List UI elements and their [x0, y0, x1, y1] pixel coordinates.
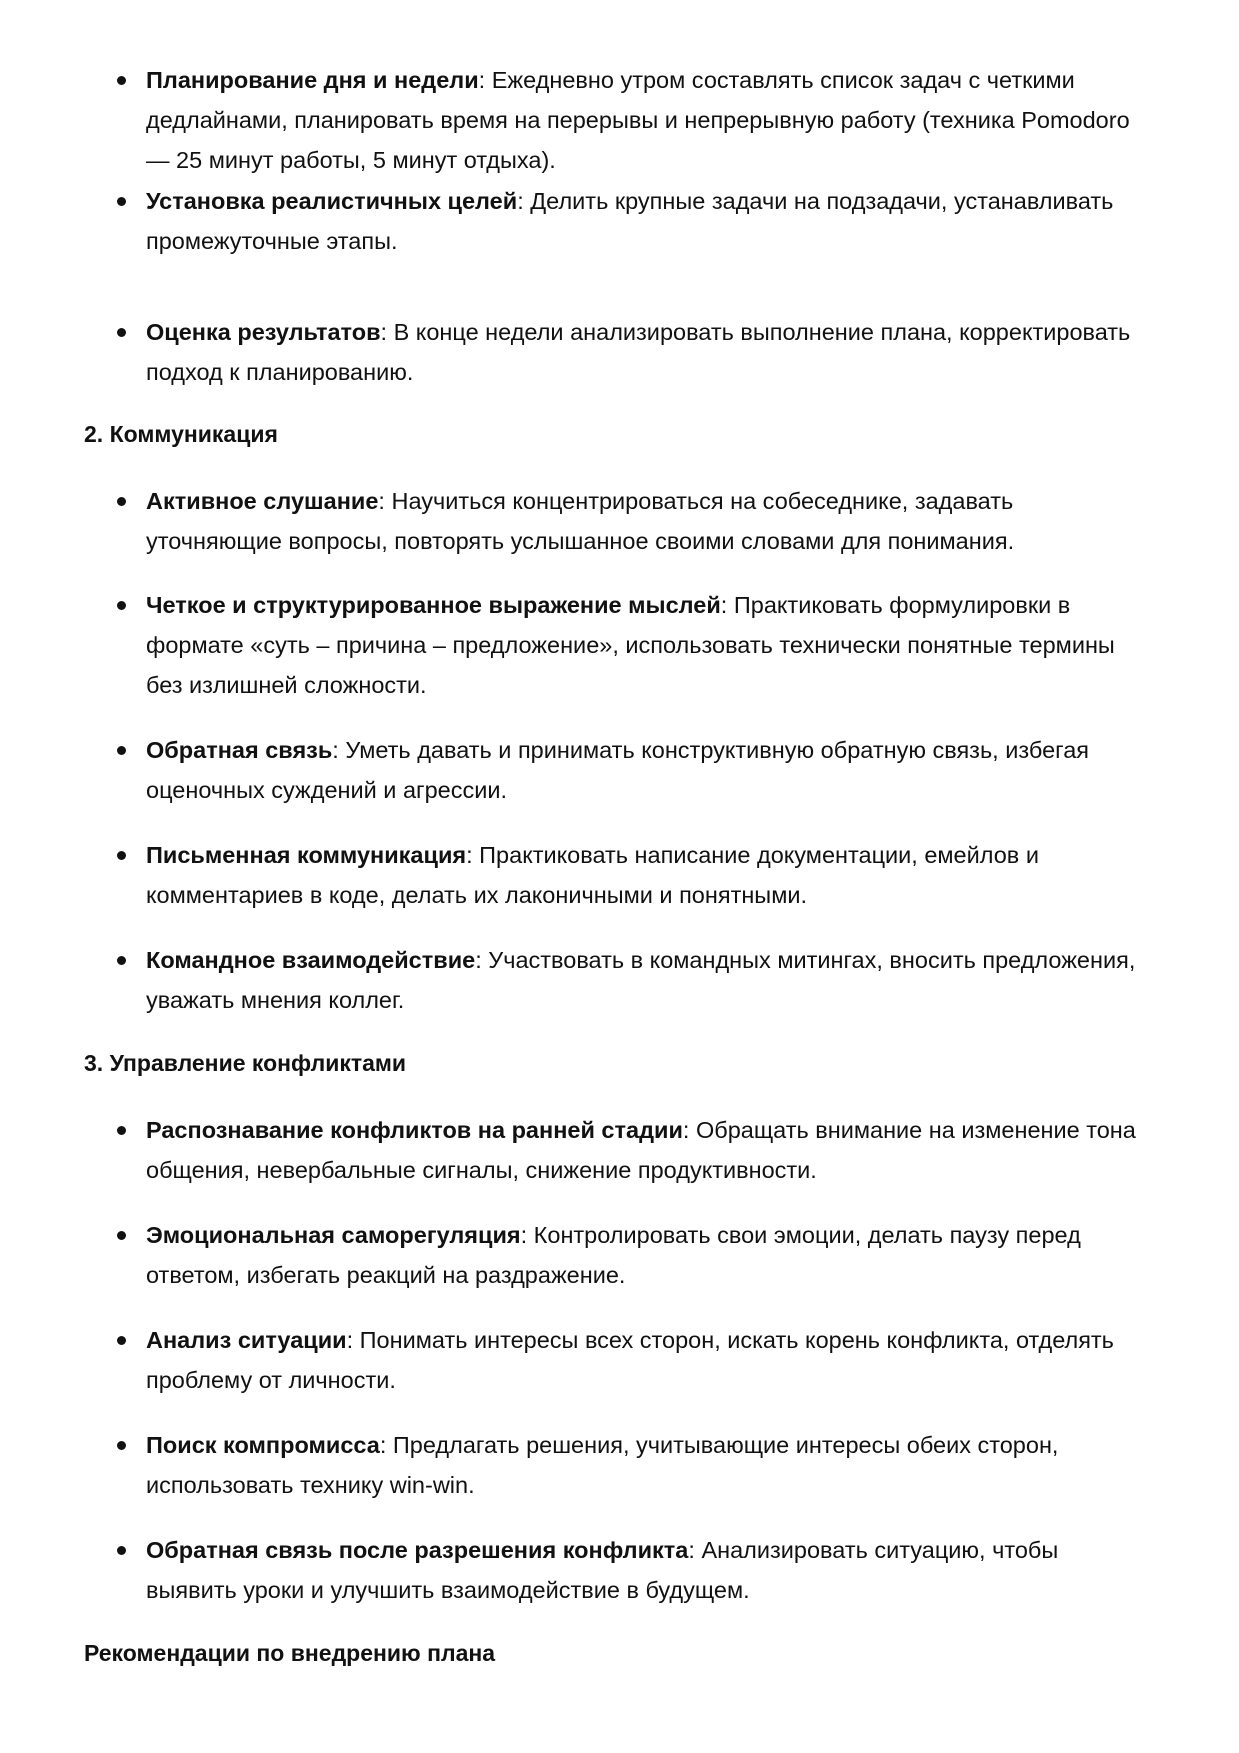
bullet-icon [117, 601, 126, 610]
bullet-icon [117, 1231, 126, 1240]
communication-list-2 [0, 585, 1239, 705]
list-item-term: Эмоциональная саморегуляция [146, 1222, 521, 1248]
bullet-icon [117, 746, 126, 755]
bullet-icon [117, 328, 126, 337]
list-item-term: Обратная связь после разрешения конфликта [146, 1537, 689, 1563]
bullet-icon [117, 497, 126, 506]
list-item-term: Распознавание конфликтов на ранней стадии [146, 1117, 683, 1143]
list-item-text: : Уметь давать и принимать конструктивную обратную связь, избегая оценочных суждений и агрессии. [146, 737, 1089, 803]
list-item-term: Четкое и структурированное выражение мыслей [146, 592, 721, 618]
list-item-term: Активное слушание [146, 488, 379, 514]
section-heading-implementation-recommendations: Рекомендации по внедрению плана [84, 1640, 496, 1666]
list-item [0, 1215, 1239, 1295]
list-item-term: Письменная коммуникация [146, 842, 467, 868]
conflict-list-2 [0, 1215, 1239, 1295]
list-item [0, 585, 1239, 705]
list-item-term: Обратная связь [146, 737, 333, 763]
bullet-icon [117, 851, 126, 860]
list-item [0, 730, 1239, 810]
list-item [0, 1110, 1239, 1190]
list-item-text: : Практиковать формулировки в формате «суть – причина – предложение», использовать технически понятные термины без излишней сложности. [146, 592, 1115, 698]
list-item-term: Поиск компромисса [146, 1432, 380, 1458]
list-item [0, 940, 1239, 1020]
list-item-text: : Предлагать решения, учитывающие интересы обеих сторон, использовать технику win-win. [146, 1432, 1059, 1498]
planning-list-3 [0, 312, 1239, 392]
list-item-text: : В конце недели анализировать выполнение плана, корректировать подход к планированию. [146, 319, 1131, 385]
list-item-text: : Практиковать написание документации, емейлов и комментариев в коде, делать их лаконичными и понятными. [146, 842, 1039, 908]
list-item-text: : Ежедневно утром составлять список задач с четкими дедлайнами, планировать время на перерывы и непрерывную работу (техника Pomodoro — 25 минут работы, 5 минут отдыха). [146, 67, 1130, 173]
conflict-list-1 [0, 1110, 1239, 1190]
planning-list-2 [0, 181, 1239, 261]
list-item [0, 312, 1239, 392]
bullet-icon [117, 1441, 126, 1450]
list-item-term: Установка реалистичных целей [146, 188, 518, 214]
conflict-list-4 [0, 1425, 1239, 1505]
list-item [0, 181, 1239, 261]
planning-list [0, 60, 1239, 180]
list-item [0, 481, 1239, 561]
list-item-text: : Научиться концентрироваться на собеседнике, задавать уточняющие вопросы, повторять услышанное своими словами для понимания. [146, 488, 1015, 554]
list-item-term: Планирование дня и недели [146, 67, 479, 93]
list-item-text: : Анализировать ситуацию, чтобы выявить уроки и улучшить взаимодействие в будущем. [146, 1537, 1059, 1603]
list-item [0, 60, 1239, 180]
list-item [0, 1530, 1239, 1610]
conflict-list-3 [0, 1320, 1239, 1400]
list-item-text: : Обращать внимание на изменение тона общения, невербальные сигналы, снижение продуктивности. [146, 1117, 1136, 1183]
communication-list-3 [0, 730, 1239, 810]
list-item-term: Оценка результатов [146, 319, 381, 345]
list-item-text: : Делить крупные задачи на подзадачи, устанавливать промежуточные этапы. [146, 188, 1114, 254]
list-item [0, 835, 1239, 915]
list-item-term: Анализ ситуации [146, 1327, 347, 1353]
list-item-term: Командное взаимодействие [146, 947, 476, 973]
bullet-icon [117, 197, 126, 206]
bullet-icon [117, 1546, 126, 1555]
list-item-text: : Контролировать свои эмоции, делать паузу перед ответом, избегать реакций на раздражение. [146, 1222, 1081, 1288]
list-item [0, 1425, 1239, 1505]
list-item [0, 1320, 1239, 1400]
list-item-text: : Участвовать в командных митингах, вносить предложения, уважать мнения коллег. [146, 947, 1136, 1013]
communication-list-1 [0, 481, 1239, 561]
bullet-icon [117, 1126, 126, 1135]
section-heading-conflict-management: 3. Управление конфликтами [84, 1050, 407, 1076]
conflict-list-5 [0, 1530, 1239, 1610]
bullet-icon [117, 76, 126, 85]
section-heading-communication: 2. Коммуникация [84, 421, 278, 447]
list-item-text: : Понимать интересы всех сторон, искать корень конфликта, отделять проблему от личности. [146, 1327, 1114, 1393]
communication-list-4 [0, 835, 1239, 915]
communication-list-5 [0, 940, 1239, 1020]
bullet-icon [117, 1336, 126, 1345]
bullet-icon [117, 956, 126, 965]
